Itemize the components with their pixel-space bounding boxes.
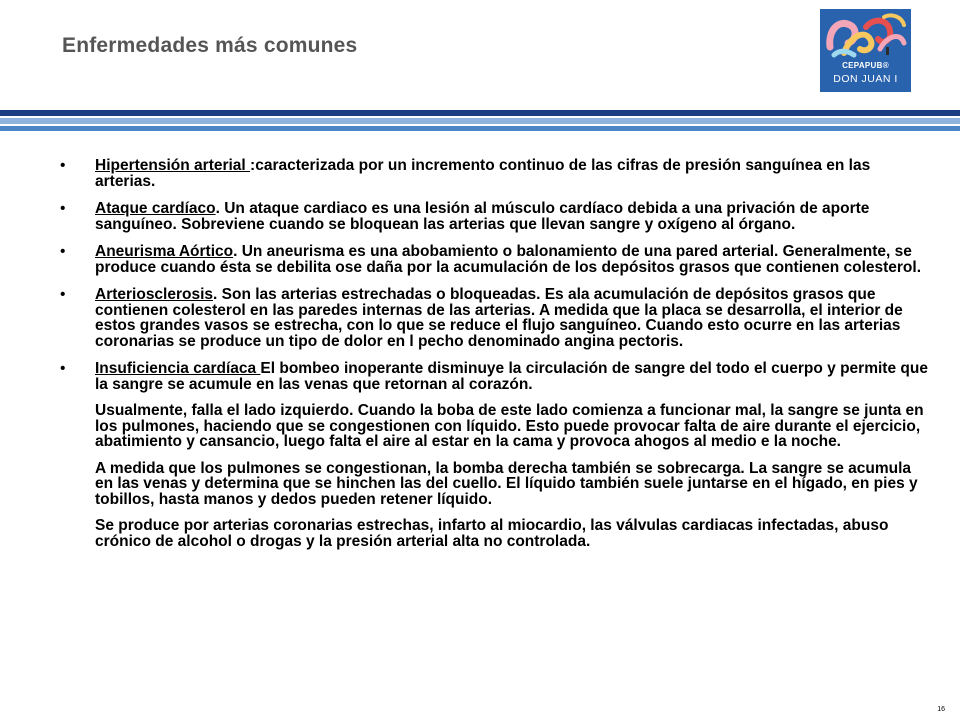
bullet-marker: • (60, 157, 66, 174)
bullet-marker: • (60, 286, 66, 303)
bullet-item (58, 158, 928, 189)
bullet-marker: • (60, 360, 66, 377)
continuation-paragraph: Usualmente, falla el lado izquierdo. Cuando la boba de este lado comienza a funcionar mal, la sangre se junta en los pulmones, haciendo que se congestionen con líquido. Esto puede provocar falta de aire durante el ejercicio, abatimiento y cansancio, luego falta el aire al estar en la cama y provoca ahogos al medio e la noche. (95, 402, 924, 450)
disease-term: Hipertensión arterial (95, 157, 251, 174)
bullet-marker: • (60, 243, 66, 260)
disease-description: :caracterizada por un incremento continuo de las cifras de presión sanguínea en las arterias. (95, 157, 871, 190)
header-band-dark (0, 110, 960, 116)
bullet-item (58, 244, 928, 275)
bullet-item (58, 361, 928, 392)
disease-term: Ataque cardíaco (95, 200, 216, 217)
logo-school-text: DON JUAN I (833, 73, 898, 85)
page-number: 16 (937, 706, 945, 713)
continuation-paragraph: A medida que los pulmones se congestionan, la bomba derecha también se sobrecarga. La sangre se acumula en las venas y determina que se hinchen las del cuello. El líquido también suele juntarse en el hígado, en pies y tobillos, hasta manos y dedos pueden retener líquido. (95, 459, 918, 508)
disease-description: El bombeo inoperante disminuye la circulación de sangre del todo el cuerpo y permite que la sangre se acumule en las venas que retornan al corazón. (95, 360, 928, 393)
bullet-item (58, 287, 928, 349)
cepapub-logo (820, 9, 911, 92)
header-band-light (0, 118, 960, 124)
slide-title: Enfermedades más comunes (62, 34, 358, 57)
disease-description: . Un ataque cardiaco es una lesión al músculo cardíaco debida a una privación de aporte sanguíneo. Sobreviene cuando se bloquean las arterias que llevan sangre y oxígeno al órgano. (95, 200, 870, 233)
disease-description: . Son las arterias estrechadas o bloqueadas. Es ala acumulación de depósitos grasos que contienen colesterol en las paredes internas de las arterias. A medida que la placa se desarrolla, el interior de estos grandes vasos se estrecha, con lo que se reduce el flujo sanguíneo. Cuando esto ocurre en las arterias coronarias se produce un tipo de dolor en l pecho denominado angina pectoris. (95, 286, 903, 350)
logo-brand-text: CEPAPUB® (842, 61, 889, 70)
slide-content (58, 158, 928, 560)
bullet-marker: • (60, 200, 66, 217)
disease-term: Aneurisma Aórtico (95, 243, 234, 260)
disease-term: Arteriosclerosis (95, 286, 214, 303)
disease-term: Insuficiencia cardíaca (95, 360, 261, 377)
disease-description: . Un aneurisma es una abobamiento o balonamiento de una pared arterial. Generalmente, se produce cuando ésta se debilita ose daña por la acumulación de los depósitos grasos que contienen colesterol. (95, 243, 922, 276)
bullet-item (58, 201, 928, 232)
continuation-paragraph: Se produce por arterias coronarias estrechas, infarto al miocardio, las válvulas cardiacas infectadas, abuso crónico de alcohol o drogas y la presión arterial alta no controlada. (95, 517, 889, 550)
header-band-mid (0, 126, 960, 131)
